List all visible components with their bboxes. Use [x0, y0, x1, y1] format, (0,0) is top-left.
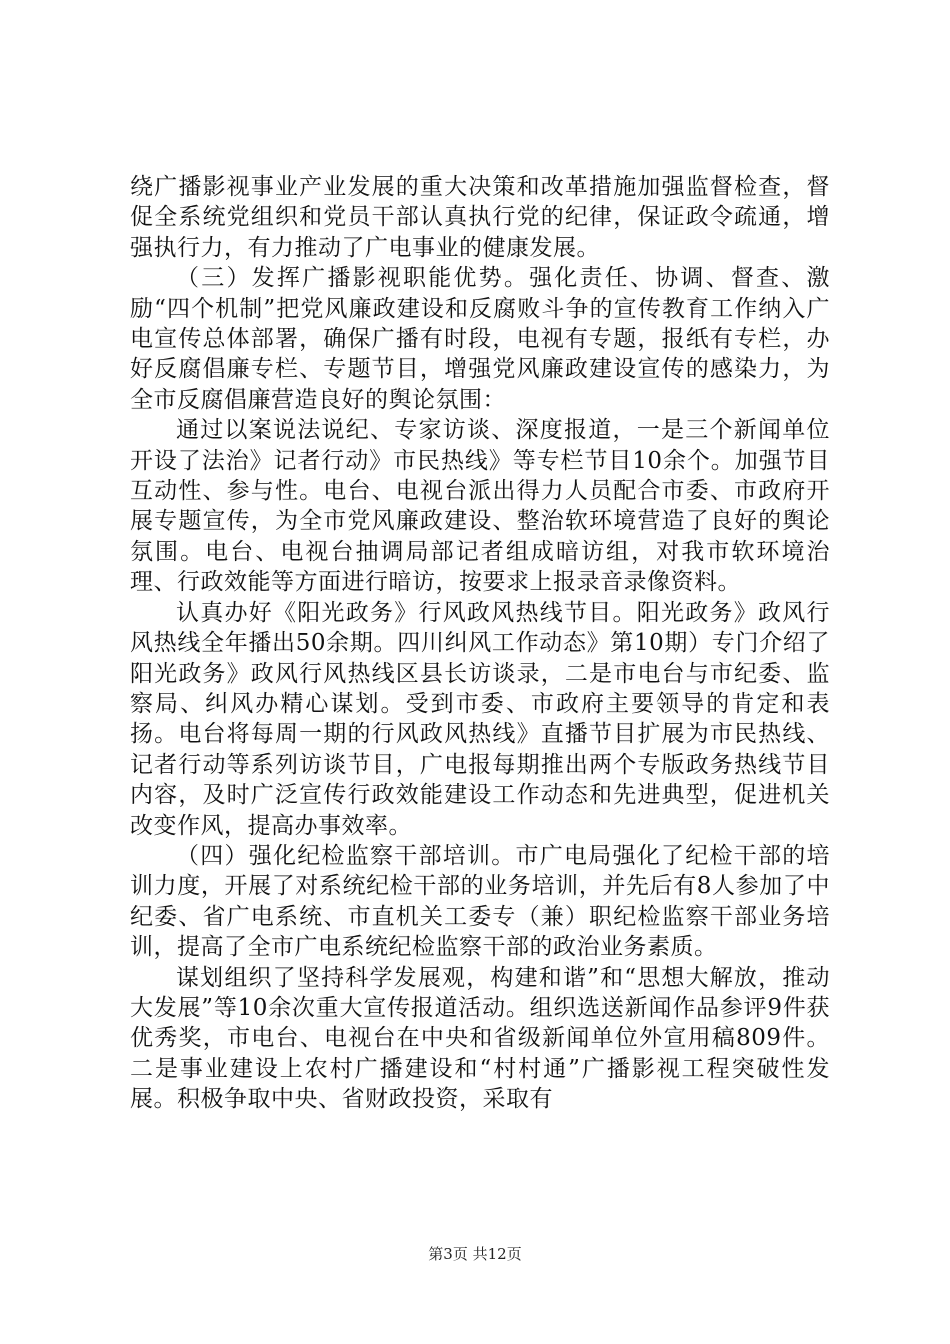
paragraph-1: 绕广播影视事业产业发展的重大决策和改革措施加强监督检查，督促全系统党组织和党员干部认真执行党的纪律，保证政令疏通，增强执行力，有力推动了广电事业的健康发展。	[130, 174, 830, 261]
paragraph-6: 谋划组织了坚持科学发展观，构建和谐”和“思想大解放，推动大发展”等10余次重大宣传报道活动。组织选送新闻作品参评9件获优秀奖，市电台、电视台在中央和省级新闻单位外宣用稿809件。二是事业建设上农村广播建设和“村村通”广播影视工程突破性发展。积极争取中央、省财政投资，采取有	[130, 964, 830, 1113]
document-body	[130, 172, 830, 1115]
page-number-footer: 第3页 共12页	[428, 1245, 522, 1263]
paragraph-4: 认真办好《阳光政务》行风政风热线节目。阳光政务》政风行风热线全年播出50余期。四川纠风工作动态》第10期）专门介绍了阳光政务》政风行风热线区县长访谈录，二是市电台与市纪委、监察局、纠风办精心谋划。受到市委、市政府主要领导的肯定和表扬。电台将每周一期的行风政风热线》直播节目扩展为市民热线、记者行动等系列访谈节目，广电报每期推出两个专版政务热线节目内容，及时广泛宣传行政效能建设工作动态和先进典型，促进机关改变作风，提高办事效率。	[130, 599, 830, 839]
paragraph-5: （四）强化纪检监察干部培训。市广电局强化了纪检干部的培训力度，开展了对系统纪检干部的业务培训，并先后有8人参加了中纪委、省广电系统、市直机关工委专（兼）职纪检监察干部业务培训，提高了全市广电系统纪检监察干部的政治业务素质。	[130, 842, 830, 961]
paragraph-2: （三）发挥广播影视职能优势。强化责任、协调、督查、激励“四个机制”把党风廉政建设和反腐败斗争的宣传教育工作纳入广电宣传总体部署，确保广播有时段，电视有专题，报纸有专栏，办好反腐倡廉专栏、专题节目，增强党风廉政建设宣传的感染力，为全市反腐倡廉营造良好的舆论氛围：	[130, 265, 830, 413]
paragraph-3: 通过以案说法说纪、专家访谈、深度报道，一是三个新闻单位开设了法治》记者行动》市民热线》等专栏节目10余个。加强节目互动性、参与性。电台、电视台派出得力人员配合市委、市政府开展专题宣传，为全市党风廉政建设、整治软环境营造了良好的舆论氛围。电台、电视台抽调局部记者组成暗访组，对我市软环境治理、行政效能等方面进行暗访，按要求上报录音录像资料。	[130, 417, 830, 596]
